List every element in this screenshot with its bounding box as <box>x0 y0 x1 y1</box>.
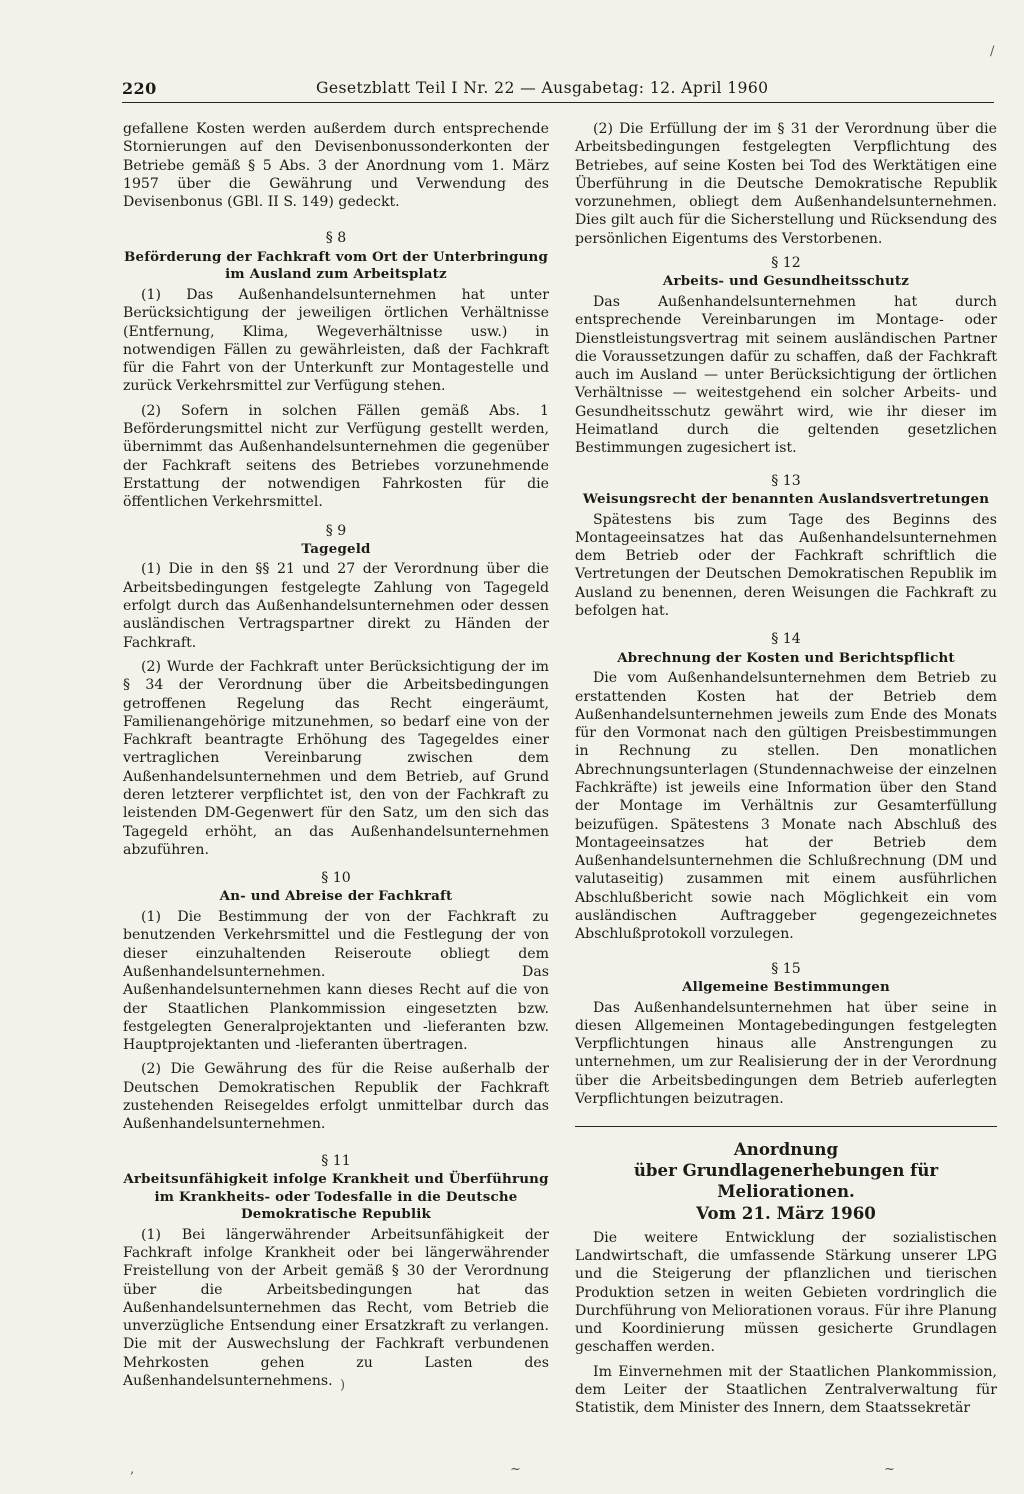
anordnung-date: Vom 21. März 1960 <box>696 1203 876 1224</box>
anordnung-subject: über Grundlagenerhebungen für Meliorationen. <box>633 1160 939 1202</box>
scan-mark: ‚ <box>130 1462 135 1477</box>
right-column <box>575 120 997 1424</box>
section-13-title: Weisungsrecht der benannten Auslandsvertretungen <box>582 490 990 507</box>
section-12-number: § 12 <box>771 255 801 272</box>
section-divider <box>575 1126 997 1127</box>
section-9-paragraph-1: (1) Die in den §§ 21 und 27 der Verordnung über die Arbeitsbedingungen festgelegte Zahlung von Tagegeld erfolgt durch das Außenhandelsunternehmen oder dessen ausländischen Vertragspartner direkt zu Händen der Fachkraft. <box>123 561 549 651</box>
scan-mark: ~ <box>510 1462 521 1477</box>
page-number: 220 <box>122 79 157 98</box>
section-10-paragraph-1: (1) Die Bestimmung der von der Fachkraft zu benutzenden Verkehrsmittel und die Festlegung der von dieser einzuhaltenden Reiseroute obliegt dem Außenhandelsunternehmen. Das Außenhandelsunternehmen kann dieses Recht auf die von der Staatlichen Plankommission eingesetzten bzw. festgelegten Generalprojektanten und -lieferanten bzw. Hauptprojektanten und -lieferanten übertragen. <box>123 909 549 1054</box>
section-14-title: Abrechnung der Kosten und Berichtspflicht <box>617 649 955 666</box>
section-11-title: Arbeitsunfähigkeit infolge Krankheit und Überführung im Krankheits- oder Todesfalle in die Deutsche Demokratische Republik <box>123 1170 549 1223</box>
anordnung-paragraph-1: Die weitere Entwicklung der sozialistischen Landwirtschaft, die umfassende Stärkung unserer LPG und die Steigerung der pflanzlichen und tierischen Produktion setzen in weiten Gebieten vordringlich die Durchführung von Meliorationen voraus. Für ihre Planung und Koordinierung müssen gesicherte Grundlagen geschaffen werden. <box>575 1229 997 1356</box>
section-15-number: § 15 <box>771 960 801 977</box>
section-13-number: § 13 <box>771 472 801 489</box>
left-column <box>123 120 549 1396</box>
section-8-paragraph-1: (1) Das Außenhandelsunternehmen hat unter Berücksichtigung der jeweiligen örtlichen Verhältnisse (Entfernung, Klima, Wegeverhältnisse usw.) in notwendigen Fällen zu gewährleisten, daß der Fachkraft für die Fahrt von der Unterkunft zur Montagestelle und zurück Verkehrsmittel zur Verfügung stehen. <box>123 286 549 395</box>
section-10-number: § 10 <box>321 870 351 887</box>
section-15-paragraph-1: Das Außenhandelsunternehmen hat über seine in diesen Allgemeinen Montagebedingungen festgelegten Verpflichtungen hinaus alle Anstrengungen zu unternehmen, um zur Realisierung der in der Verordnung über die Arbeitsbedingungen dem Betrieb auferlegten Verpflichtungen beizutragen. <box>575 999 997 1108</box>
section-10-paragraph-2: (2) Die Gewährung des für die Reise außerhalb der Deutschen Demokratischen Republik der Fachkraft zustehenden Reisegeldes erfolgt unmittelbar durch das Außenhandelsunternehmen. <box>123 1061 549 1133</box>
anordnung-paragraph-2: Im Einvernehmen mit der Staatlichen Plankommission, dem Leiter der Staatlichen Zentralverwaltung für Statistik, dem Minister des Innern, dem Staatssekretär <box>575 1363 997 1417</box>
section-15-title: Allgemeine Bestimmungen <box>682 978 890 995</box>
section-8-title: Beförderung der Fachkraft vom Ort der Unterbringung im Ausland zum Arbeitsplatz <box>123 248 549 283</box>
section-11-paragraph-1: (1) Bei längerwährender Arbeitsunfähigkeit der Fachkraft infolge Krankheit oder bei längerwährender Freistellung von der Arbeit gemäß § 30 der Verordnung über die Arbeitsbedingungen hat das Außenhandelsunternehmen das Recht, vom Betrieb die unverzügliche Entsendung einer Ersatzkraft zu verlangen. Die mit der Auswechslung der Fachkraft verbundenen Mehrkosten gehen zu Lasten des Außenhandelsunternehmens. <box>123 1226 549 1390</box>
section-8-paragraph-2: (2) Sofern in solchen Fällen gemäß Abs. 1 Beförderungsmittel nicht zur Verfügung gestellt werden, übernimmt das Außenhandelsunternehmen die gegenüber der Fachkraft seitens des Betriebes vorzunehmende Erstattung der notwendigen Fahrkosten für die öffentlichen Verkehrsmittel. <box>123 402 549 511</box>
gazette-title: Gesetzblatt Teil I Nr. 22 — Ausgabetag: 12. April 1960 <box>316 79 769 97</box>
scan-mark: ~ <box>884 1462 895 1477</box>
section-11-paragraph-2: (2) Die Erfüllung der im § 31 der Verordnung über die Arbeitsbedingungen festgelegten Verpflichtung des Betriebes, auf seine Kosten bei Tod des Werktätigen eine Überführung in die Deutsche Demokratische Republik vorzunehmen, obliegt dem Außenhandelsunternehmen. Dies gilt auch für die Sicherstellung und Rücksendung des persönlichen Eigentums des Verstorbenen. <box>575 121 997 247</box>
section-9-title: Tagegeld <box>301 540 371 557</box>
section-12-title: Arbeits- und Gesundheitsschutz <box>662 273 910 290</box>
section-14-number: § 14 <box>771 631 801 648</box>
section-12-paragraph-1: Das Außenhandelsunternehmen hat durch entsprechende Vereinbarungen im Montage- oder Dienstleistungsvertrag mit seinem ausländischen Partner die Voraussetzungen dafür zu schaffen, daß der Fachkraft auch im Ausland — unter Berücksichtigung der örtlichen Verhältnisse — weitestgehend ein solcher Arbeits- und Gesundheitsschutz gewährt wird, wie ihr dieser im Heimatland durch die geltenden gesetzlichen Bestimmungen zugesichert ist. <box>575 293 997 457</box>
section-13-paragraph-1: Spätestens bis zum Tage des Beginns des Montageeinsatzes hat das Außenhandelsunternehmen dem Betrieb oder der Fachkraft schriftlich die Vertretungen der Deutschen Demokratischen Republik im Ausland zu benennen, deren Weisungen die Fachkraft zu befolgen hat. <box>575 511 997 620</box>
section-10-title: An- und Abreise der Fachkraft <box>219 888 453 905</box>
intro-paragraph: gefallene Kosten werden außerdem durch entsprechende Stornierungen auf den Devisenbonussonderkonten der Betriebe gemäß § 5 Abs. 3 der Anordnung vom 1. März 1957 über die Gewährung und Verwendung des Devisenbonus (GBl. II S. 149) gedeckt. <box>123 121 549 211</box>
scan-mark: ) <box>340 1378 346 1393</box>
section-14-paragraph-1: Die vom Außenhandelsunternehmen dem Betrieb zu erstattenden Kosten hat der Betrieb dem Außenhandelsunternehmen jeweils zum Ende des Monats für den Vormonat nach den gültigen Preisbestimmungen in Rechnung zu stellen. Den monatlichen Abrechnungsunterlagen (Stundennachweise der einzelnen Fachkräfte) ist jeweils eine Information über den Stand der Montage im Verhältnis zur Gesamterfüllung beizufügen. Spätestens 3 Monate nach Abschluß des Montageeinsatzes hat der Betrieb dem Außenhandelsunternehmen die Schlußrechnung (DM und valutaseitig) zusammen mit einem ausführlichen Abschlußbericht sowie nach Möglichkeit ein vom ausländischen Auftraggeber gegengezeichnetes Abschlußprotokoll vorzulegen. <box>575 670 997 943</box>
page-header <box>122 76 994 103</box>
anordnung-heading: Anordnung <box>733 1139 839 1160</box>
scan-mark: / <box>990 44 995 59</box>
section-11-number: § 11 <box>321 1152 351 1169</box>
section-8-number: § 8 <box>325 230 347 247</box>
section-9-number: § 9 <box>325 522 347 539</box>
section-9-paragraph-2: (2) Wurde der Fachkraft unter Berücksichtigung der im § 34 der Verordnung über die Arbeitsbedingungen getroffenen Regelung das Recht eingeräumt, Familienangehörige mitzunehmen, so bedarf eine von der Fachkraft beantragte Erhöhung des Tagegeldes einer vertraglichen Vereinbarung zwischen dem Außenhandelsunternehmen und dem Betrieb, auf Grund deren letzterer verpflichtet ist, den von der Fachkraft zu leistenden DM-Gegenwert für den Satz, um den sich das Tagegeld erhöht, an das Außenhandelsunternehmen abzuführen. <box>123 658 549 858</box>
